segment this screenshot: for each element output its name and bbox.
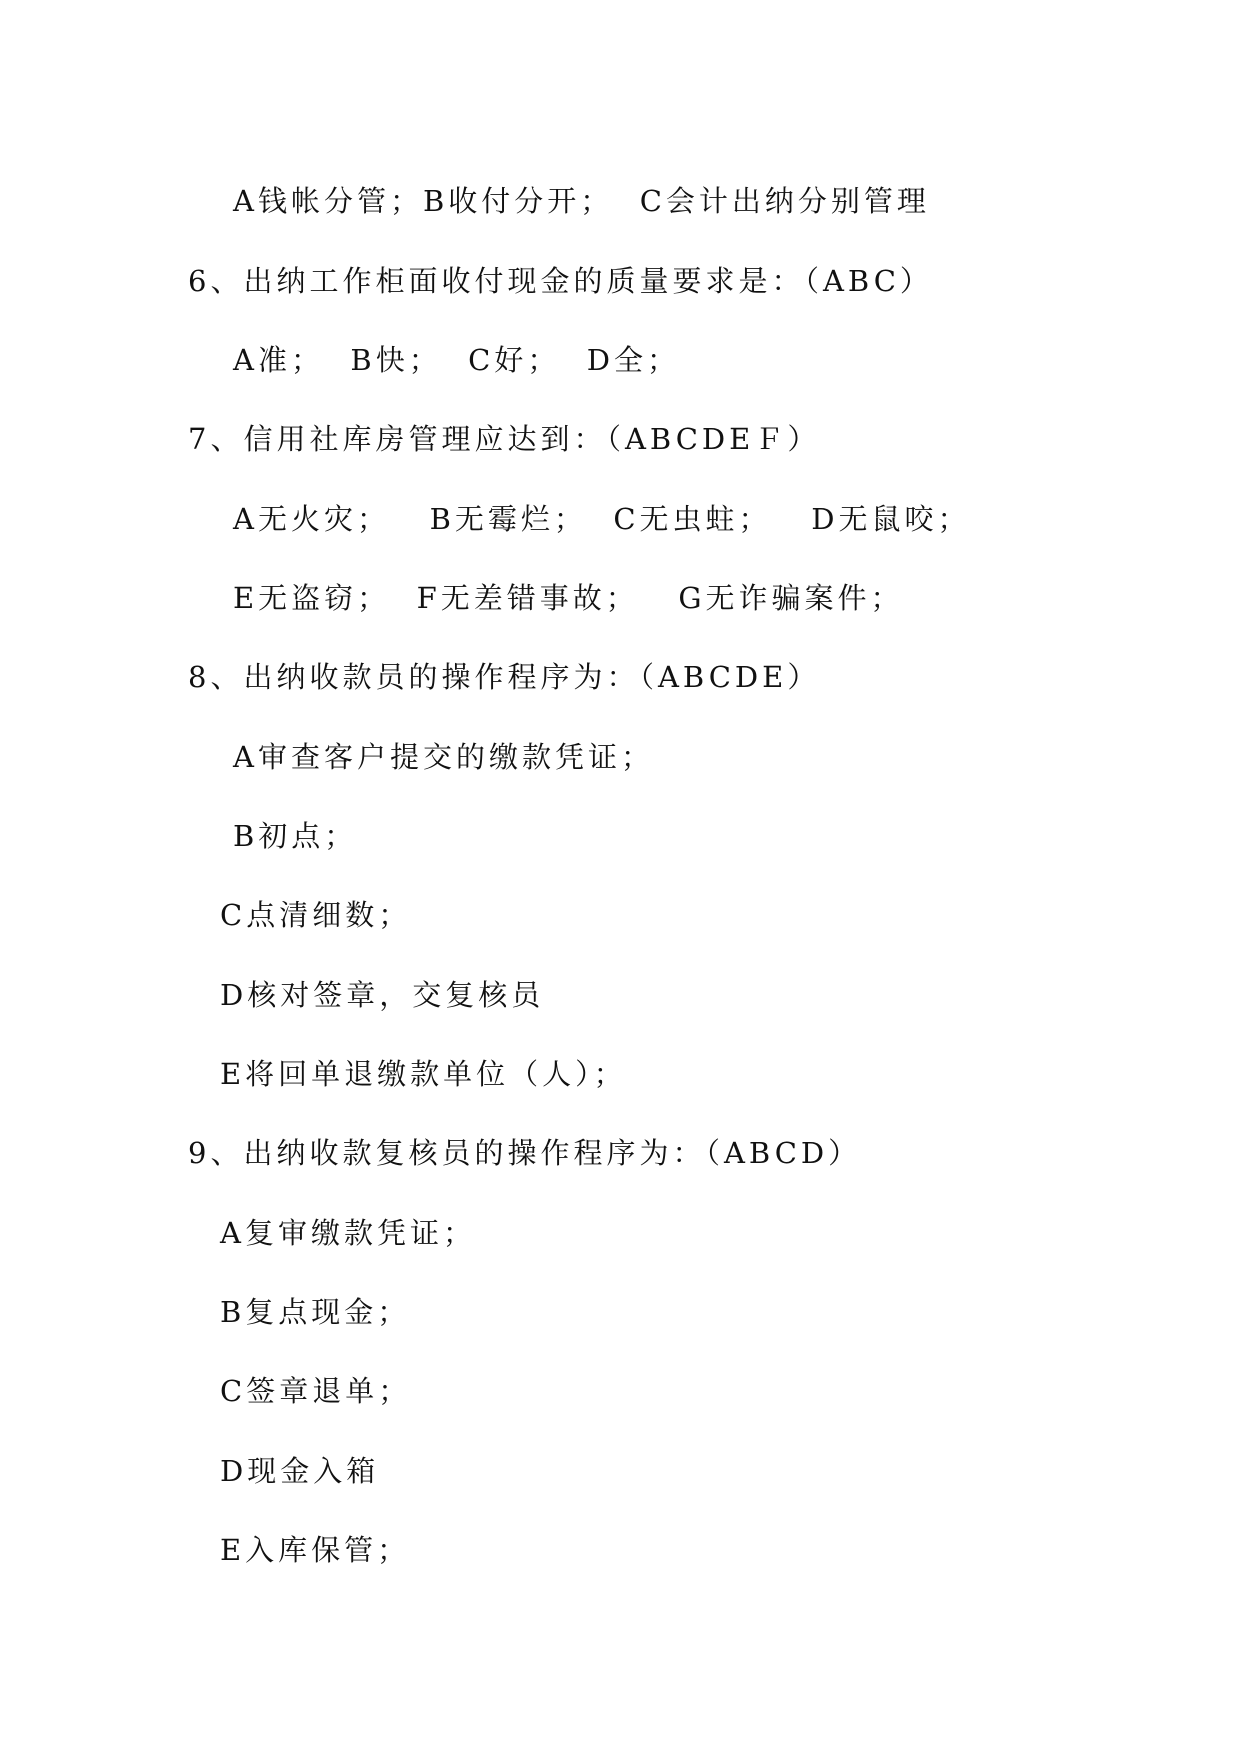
option-q9-d: D现金入箱 [220, 1454, 380, 1488]
question-9: 9、出纳收款复核员的操作程序为：（ABCD） [188, 1136, 862, 1170]
question-8: 8、出纳收款员的操作程序为：（ABCDE） [188, 660, 821, 694]
option-q9-c: C签章退单； [220, 1374, 412, 1408]
option-q9-a: A复审缴款凭证； [220, 1216, 476, 1250]
option-q8-d: D核对签章，交复核员 [220, 978, 545, 1012]
option-line-q7-1: A无火灾； B无霉烂； C无虫蛀； D无鼠咬； [233, 502, 971, 536]
option-q8-b: B初点； [233, 819, 358, 853]
option-q8-a: A审查客户提交的缴款凭证； [233, 740, 654, 774]
option-line-q5: A钱帐分管；B收付分开； C会计出纳分别管理 [233, 184, 930, 218]
option-line-q7-2: E无盗窃； F无差错事故； G无诈骗案件； [233, 581, 904, 615]
option-q8-e: E将回单退缴款单位（人）； [220, 1057, 627, 1091]
question-7: 7、信用社库房管理应达到：（ABCDEＦ） [188, 422, 821, 456]
question-6: 6、出纳工作柜面收付现金的质量要求是：（ABC） [188, 264, 933, 298]
option-line-q6: A准； B快； C好； D全； [233, 343, 681, 377]
option-q9-e: E入库保管； [220, 1533, 411, 1567]
option-q8-c: C点清细数； [220, 898, 412, 932]
option-q9-b: B复点现金； [220, 1295, 411, 1329]
